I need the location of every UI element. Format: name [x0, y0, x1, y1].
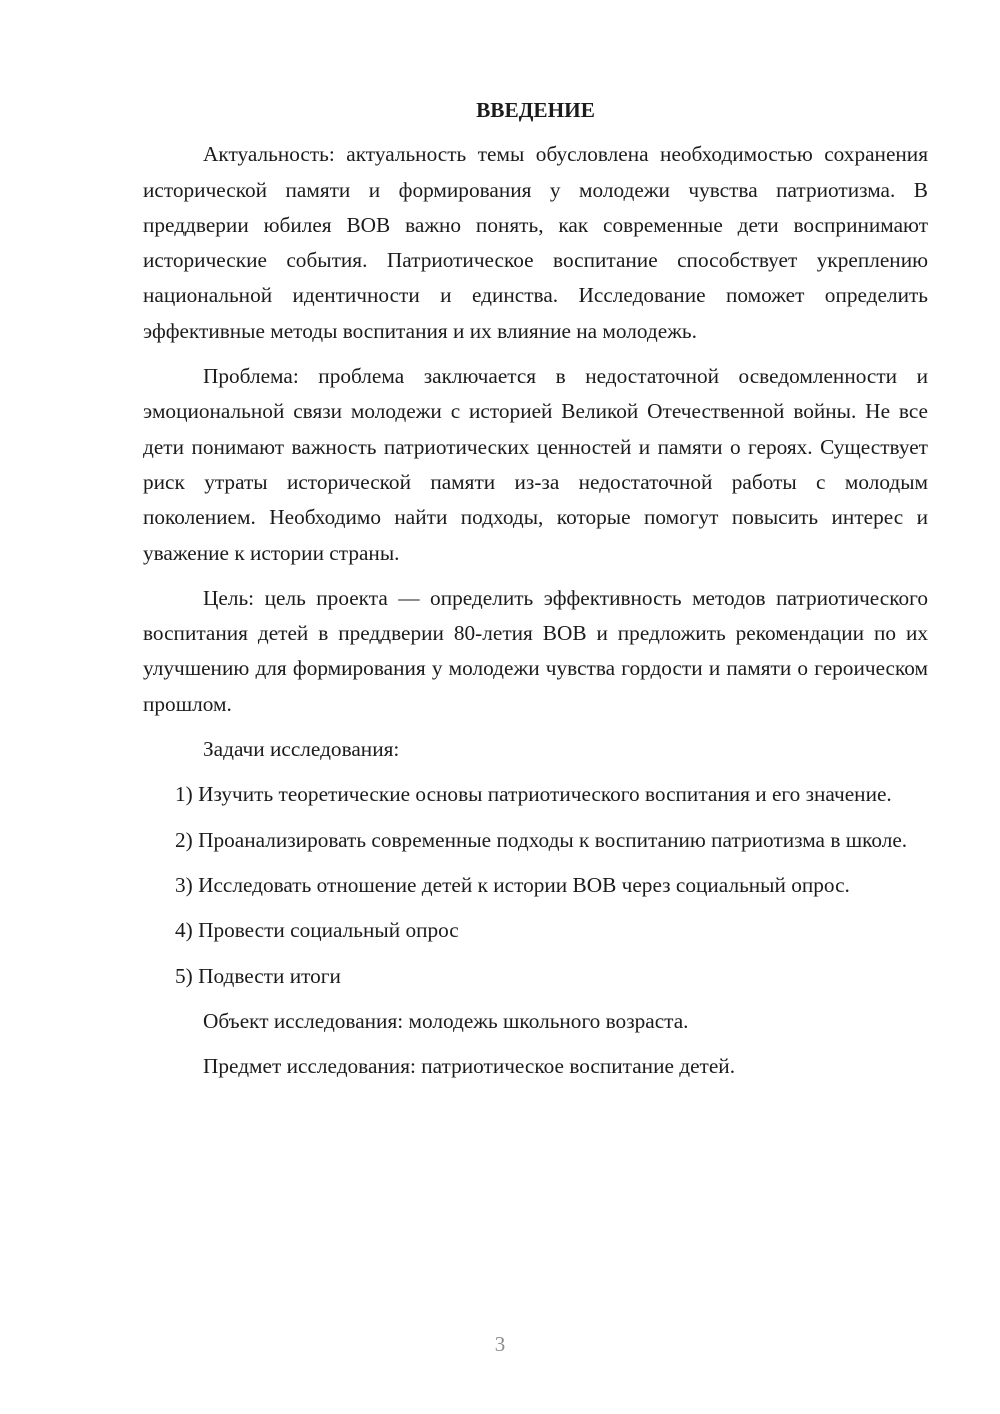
paragraph-problem: Проблема: проблема заключается в недостаточной осведомленности и эмоциональной связи молодежи с историей Великой Отечественной войны. Не все дети понимают важность патриотических ценностей и памяти о героях. Существует риск утраты исторической памяти из-за недостаточной работы с молодым поколением. Необходимо найти подходы, которые помогут повысить интерес и уважение к истории страны.	[143, 364, 928, 565]
task-item-1: 1) Изучить теоретические основы патриотического воспитания и его значение.	[175, 782, 892, 807]
task-item-5: 5) Подвести итоги	[175, 963, 341, 988]
document-page	[143, 93, 928, 1094]
section-title: ВВЕДЕНИЕ	[476, 98, 595, 122]
page-number: 3	[494, 1332, 506, 1356]
paragraph-goal: Цель: цель проекта — определить эффективность методов патриотического воспитания детей в преддверии 80-летия ВОВ и предложить рекомендации по их улучшению для формирования у молодежи чувства гордости и памяти о героическом прошлом.	[143, 585, 928, 716]
paragraph-relevance: Актуальность: актуальность темы обусловлена необходимостью сохранения исторической памяти и формирования у молодежи чувства патриотизма. В преддверии юбилея ВОВ важно понять, как современные дети воспринимают исторические события. Патриотическое воспитание способствует укреплению национальной идентичности и единства. Исследование поможет определить эффективные методы воспитания и их влияние на молодежь.	[143, 142, 928, 343]
task-item-3: 3) Исследовать отношение детей к истории ВОВ через социальный опрос.	[175, 872, 850, 897]
research-subject: Предмет исследования: патриотическое воспитание детей.	[203, 1054, 736, 1079]
task-item-2: 2) Проанализировать современные подходы к воспитанию патриотизма в школе.	[175, 827, 908, 852]
tasks-heading: Задачи исследования:	[203, 737, 400, 762]
task-item-4: 4) Провести социальный опрос	[175, 918, 459, 943]
research-object: Объект исследования: молодежь школьного возраста.	[203, 1008, 689, 1033]
